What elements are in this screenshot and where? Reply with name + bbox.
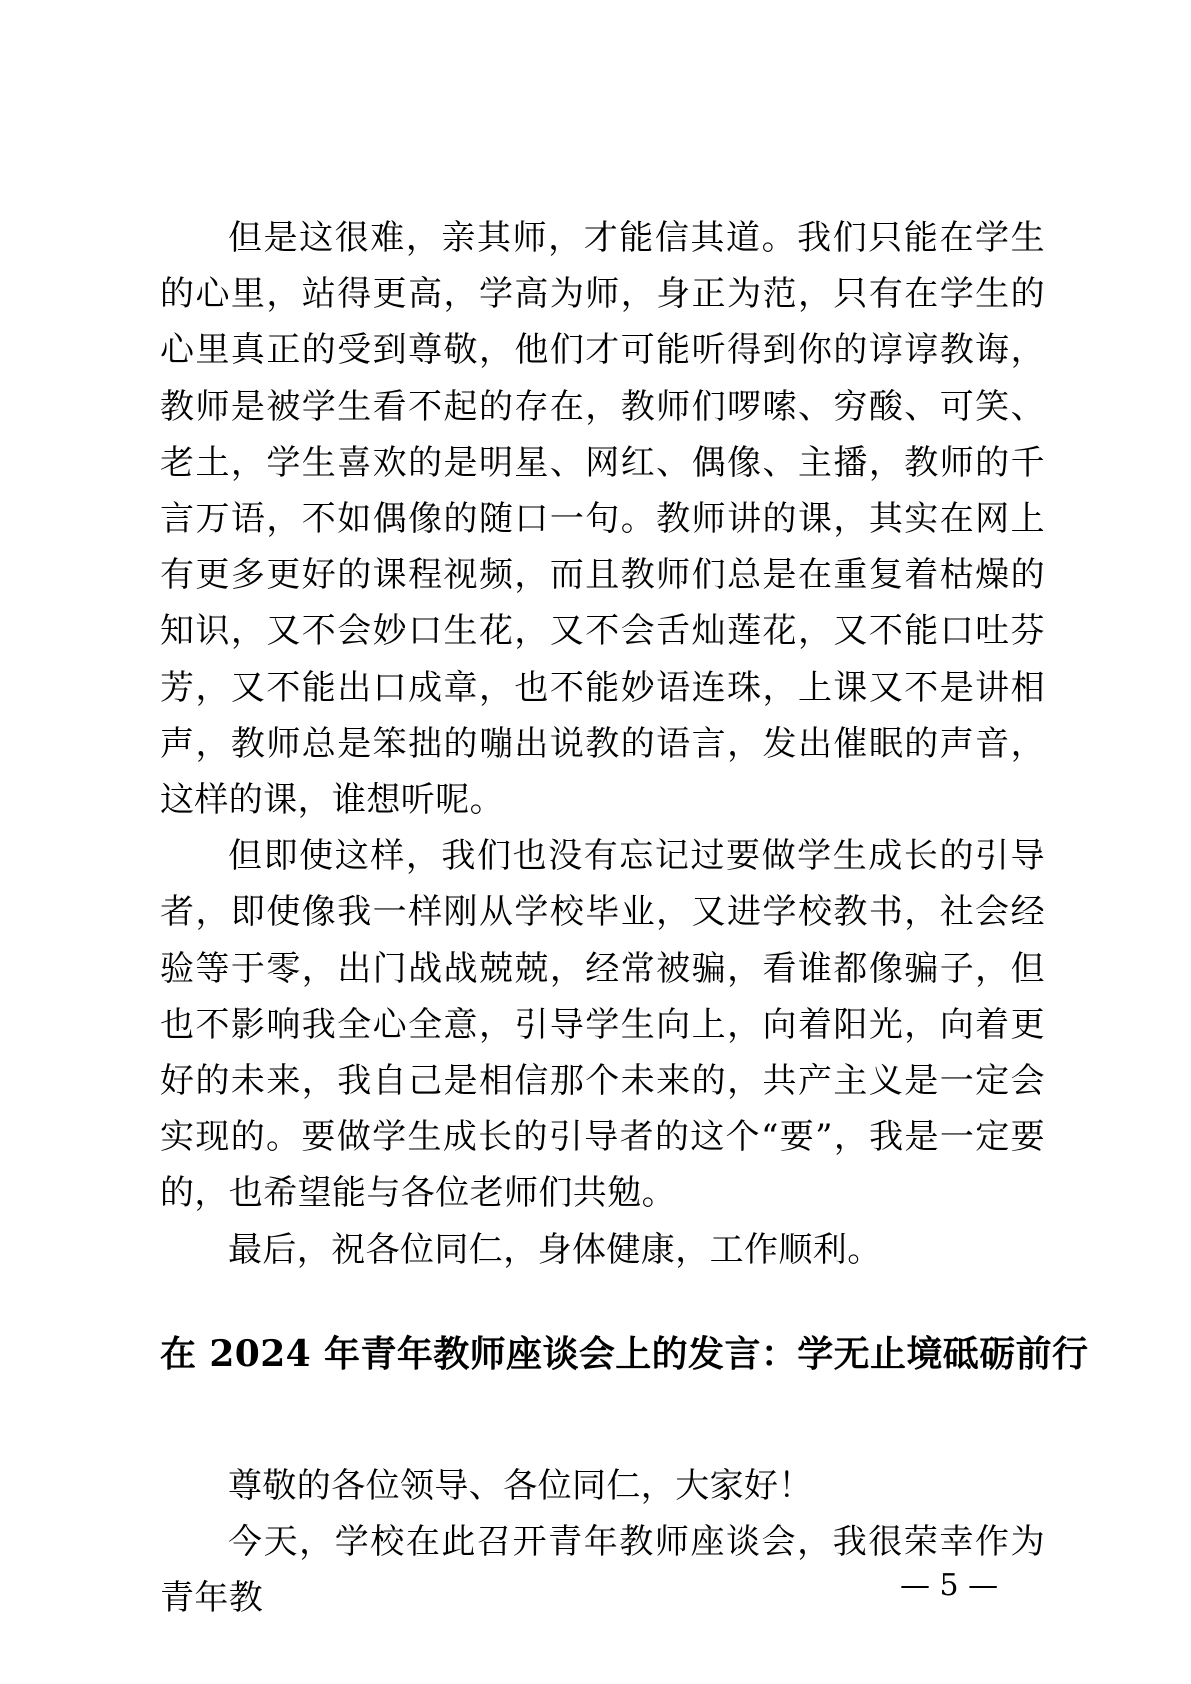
body-paragraph: 但是这很难，亲其师，才能信其道。我们只能在学生的心里，站得更高，学高为师，身正为范，只有在学生的心里真正的受到尊敬，他们才可能听得到你的谆谆教诲，教师是被学生看不起的存在，教师们啰嗦、穷酸、可笑、老土，学生喜欢的是明星、网红、偶像、主播，教师的千言万语，不如偶像的随口一句。教师讲的课，其实在网上有更多更好的课程视频，而且教师们总是在重复着枯燥的知识，又不会妙口生花，又不会舌灿莲花，又不能口吐芬芳，又不能出口成章，也不能妙语连珠，上课又不是讲相声，教师总是笨拙的嘣出说教的语言，发出催眠的声音，这样的课，谁想听呢。 <box>160 218 1045 821</box>
document-body <box>160 210 1089 1626</box>
heading-spacer <box>160 1384 1045 1458</box>
page-number: — 5 — <box>900 1568 999 1603</box>
greeting-paragraph: 尊敬的各位领导、各位同仁，大家好！ <box>228 1465 813 1506</box>
body-paragraph: 但即使这样，我们也没有忘记过要做学生成长的引导者，即使像我一样刚从学校毕业，又进学校教书，社会经验等于零，出门战战兢兢，经常被骗，看谁都像骗子，但也不影响我全心全意，引导学生向上，向着阳光，向着更好的未来，我自己是相信那个未来的，共产主义是一定会实现的。要做学生成长的引导者的这个“要”，我是一定要的，也希望能与各位老师们共勉。 <box>160 836 1045 1214</box>
section-heading: 在 2024 年青年教师座谈会上的发言：学无止境砥砺前行 <box>160 1332 1089 1375</box>
body-paragraph: 最后，祝各位同仁，身体健康，工作顺利。 <box>228 1229 882 1270</box>
body-paragraph: 今天，学校在此召开青年教师座谈会，我很荣幸作为青年教 <box>160 1522 1045 1619</box>
